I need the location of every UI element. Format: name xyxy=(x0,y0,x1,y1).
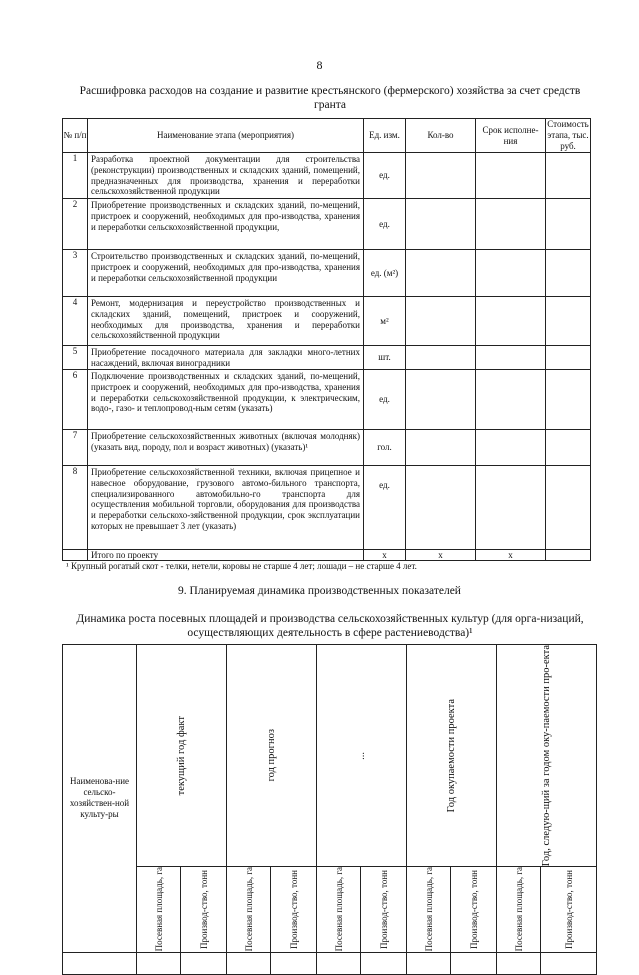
row-num: 4 xyxy=(63,297,88,346)
group-after-payback-year xyxy=(497,645,597,867)
crop-dynamics-table xyxy=(62,644,597,975)
total-qty: х xyxy=(406,550,476,561)
header-cost: Стоимость этапа, тыс. руб. xyxy=(547,119,589,151)
cost-cell[interactable] xyxy=(546,466,591,550)
table1-title: Расшифровка расходов на создание и развитие крестьянского (фермерского) хозяйства за счет средств гранта xyxy=(79,85,581,111)
table-row xyxy=(63,370,591,430)
sub-area-label: Посевная площадь, га xyxy=(153,867,164,952)
total-unit: х xyxy=(364,550,406,561)
row-unit: м² xyxy=(364,297,406,346)
qty-cell[interactable] xyxy=(406,346,476,370)
table1-header-row xyxy=(63,119,591,153)
table-row xyxy=(63,250,591,297)
group-ellipsis xyxy=(317,645,407,867)
row-name: Строительство производственных и складских зданий, по-мещений, пристроек и сооружений, необходимых для про-изводства, хранения и переработки сельскохозяйственной продукции xyxy=(88,250,364,297)
row-num: 8 xyxy=(63,466,88,550)
sub-area-label: Посевная площадь, га xyxy=(513,867,524,952)
row-name: Ремонт, модернизация и переустройство производственных и складских зданий, помещений, пристроек и сооружений, необходимых для производства, хранения и переработки сельскохозяйственной продукции xyxy=(88,297,364,346)
footnote: ¹ Крупный рогатый скот - телки, нетели, коровы не старше 4 лет; лошади – не старше 4 лет. xyxy=(66,561,417,571)
group-label: Год окупаемости проекта xyxy=(445,698,457,813)
cost-cell[interactable] xyxy=(546,199,591,250)
group-label: текущий год факт xyxy=(175,715,187,796)
row-name: Разработка проектной документации для строительства (реконструкции) производственных и складских зданий, помещений, предназначенных для производства, хранения и переработки сельскохозяйственной продукции xyxy=(88,153,364,199)
qty-cell[interactable] xyxy=(406,466,476,550)
empty-cell[interactable] xyxy=(407,952,451,974)
crop-name-header: Наименова-ние сельско-хозяйствен-ной культу-ры xyxy=(63,645,137,953)
term-cell[interactable] xyxy=(476,430,546,466)
group-current-year xyxy=(137,645,227,867)
table-row xyxy=(63,297,591,346)
empty-cell[interactable] xyxy=(181,952,227,974)
sub-prod xyxy=(181,867,227,952)
group-label: ... xyxy=(355,751,367,760)
cost-cell[interactable] xyxy=(546,346,591,370)
empty-cell[interactable] xyxy=(271,952,317,974)
row-unit: гол. xyxy=(364,430,406,466)
term-cell[interactable] xyxy=(476,297,546,346)
sub-area xyxy=(317,867,361,952)
table-row xyxy=(63,153,591,199)
table-row xyxy=(63,346,591,370)
group-label: Год, следую-щий за годом оку-паемости про-екта xyxy=(540,645,552,867)
cost-cell[interactable] xyxy=(546,297,591,346)
empty-cell[interactable] xyxy=(361,952,407,974)
empty-cell[interactable] xyxy=(317,952,361,974)
term-cell[interactable] xyxy=(476,370,546,430)
empty-cell[interactable] xyxy=(63,952,137,974)
total-cost-cell[interactable] xyxy=(546,550,591,561)
row-unit: шт. xyxy=(364,346,406,370)
empty-cell[interactable] xyxy=(137,952,181,974)
term-cell[interactable] xyxy=(476,199,546,250)
empty-cell[interactable] xyxy=(541,952,597,974)
qty-cell[interactable] xyxy=(406,430,476,466)
page-number: 8 xyxy=(316,58,323,72)
qty-cell[interactable] xyxy=(406,199,476,250)
empty-cell[interactable] xyxy=(451,952,497,974)
table-row xyxy=(63,466,591,550)
table2-empty-row xyxy=(63,952,597,974)
sub-prod xyxy=(451,867,497,952)
row-name: Приобретение сельскохозяйственных животных (включая молодняк) (указать вид, породу, пол и возраст животных) (указать)¹ xyxy=(88,430,364,466)
term-cell[interactable] xyxy=(476,153,546,199)
sub-prod xyxy=(541,867,597,952)
empty-cell[interactable] xyxy=(227,952,271,974)
sub-area xyxy=(407,867,451,952)
row-unit: ед. xyxy=(364,466,406,550)
row-name: Приобретение посадочного материала для закладки много-летних насаждений, включая виноградники xyxy=(88,346,364,370)
row-name: Подключение производственных и складских зданий, по-мещений, пристроек и сооружений, необходимых для про-изводства, хранения и переработки сельскохозяйственной продукции, к электрическим, водо-, газо- и теплопровод-ным сетям (указать) xyxy=(88,370,364,430)
sub-prod xyxy=(361,867,407,952)
row-num: 1 xyxy=(63,153,88,199)
row-unit: ед. xyxy=(364,153,406,199)
sub-prod xyxy=(271,867,317,952)
qty-cell[interactable] xyxy=(406,250,476,297)
header-qty: Кол-во xyxy=(406,119,476,153)
row-num: 3 xyxy=(63,250,88,297)
sub-area-label: Посевная площадь, га xyxy=(243,867,254,952)
header-term: Срок исполне-ния xyxy=(476,119,546,153)
row-num: 6 xyxy=(63,370,88,430)
empty-cell[interactable] xyxy=(497,952,541,974)
term-cell[interactable] xyxy=(476,346,546,370)
grant-expenses-table xyxy=(62,118,591,561)
table-row xyxy=(63,199,591,250)
section-heading: 9. Планируемая динамика производственных показателей xyxy=(178,585,461,597)
table-row xyxy=(63,430,591,466)
header-name: Наименование этапа (мероприятия) xyxy=(88,119,364,153)
group-forecast-year xyxy=(227,645,317,867)
row-unit: ед. (м²) xyxy=(364,250,406,297)
total-term: х xyxy=(476,550,546,561)
header-unit: Ед. изм. xyxy=(364,119,406,153)
table2-sub-row xyxy=(63,867,597,952)
sub-prod-label: Производ-ство, тонн xyxy=(198,869,209,949)
qty-cell[interactable] xyxy=(406,153,476,199)
table2-group-row xyxy=(63,645,597,867)
row-num: 5 xyxy=(63,346,88,370)
group-label: год прогноз xyxy=(265,729,277,782)
sub-area-label: Посевная площадь, га xyxy=(333,867,344,952)
total-row xyxy=(63,550,591,561)
term-cell[interactable] xyxy=(476,250,546,297)
sub-prod-label: Производ-ство, тонн xyxy=(563,869,574,949)
cost-cell[interactable] xyxy=(546,430,591,466)
term-cell[interactable] xyxy=(476,466,546,550)
total-num-cell xyxy=(63,550,88,561)
row-name: Приобретение производственных и складских зданий, по-мещений, пристроек и сооружений, необходимых для про-изводства, хранения и переработки сельскохозяйственной продукции, xyxy=(88,199,364,250)
row-num: 7 xyxy=(63,430,88,466)
header-num: № п/п xyxy=(63,119,88,153)
sub-prod-label: Производ-ство, тонн xyxy=(468,869,479,949)
sub-prod-label: Производ-ство, тонн xyxy=(288,869,299,949)
cost-cell[interactable] xyxy=(546,250,591,297)
sub-area xyxy=(227,867,271,952)
qty-cell[interactable] xyxy=(406,297,476,346)
cost-cell[interactable] xyxy=(546,153,591,199)
sub-area xyxy=(137,867,181,952)
cost-cell[interactable] xyxy=(546,370,591,430)
row-unit: ед. xyxy=(364,370,406,430)
table2-title: Динамика роста посевных площадей и производства сельскохозяйственных культур (для орга-низаций, осуществляющих деятельность в сфере растениеводства)¹ xyxy=(76,613,584,639)
sub-area-label: Посевная площадь, га xyxy=(423,867,434,952)
total-label: Итого по проекту xyxy=(88,550,364,561)
group-payback-year xyxy=(407,645,497,867)
row-unit: ед. xyxy=(364,199,406,250)
sub-prod-label: Производ-ство, тонн xyxy=(378,869,389,949)
row-num: 2 xyxy=(63,199,88,250)
qty-cell[interactable] xyxy=(406,370,476,430)
sub-area xyxy=(497,867,541,952)
row-name: Приобретение сельскохозяйственной техники, включая прицепное и навесное оборудование, грузового автомо-бильного транспорта, специализированного автомобильно-го транспорта для осуществления мобильной торговли, оборудования для производства и переработки сельскохо-зяйственной продукции, срок эксплуатации которых не превышает 3 лет (указать) xyxy=(88,466,364,550)
